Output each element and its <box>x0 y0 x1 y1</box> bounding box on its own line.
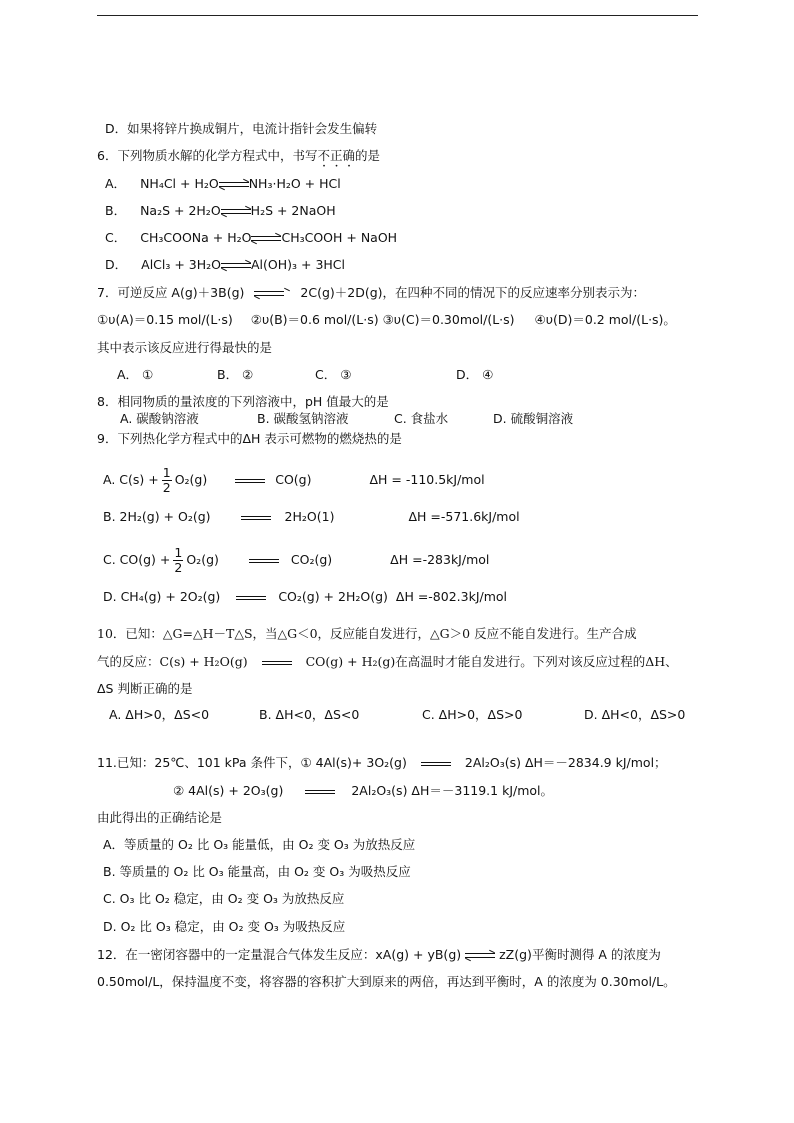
fraction-denominator: 2 <box>162 480 171 495</box>
q9-d-right: CO₂(g) + 2H₂O(g) <box>278 589 388 604</box>
equals-sign-icon <box>262 661 292 665</box>
q9-c-right: CO₂(g) <box>290 552 333 567</box>
q7-option-b: B． ② <box>217 367 254 382</box>
q6-c-right: CH₃COOH + NaOH <box>281 230 398 245</box>
q10-line2-b: CO(g) + H₂(g)在高温时才能自发进行。下列对该反应过程的ΔH、 <box>305 654 678 669</box>
q9-b-dh: ΔH =-571.6kJ/mol <box>408 509 520 524</box>
q7-stem-b: 2C(g)＋2D(g)，在四种不同的情况下的反应速率分别表示为： <box>300 285 646 300</box>
q9-option-a <box>103 466 485 495</box>
reversible-arrow-icon <box>251 235 281 243</box>
q12-line1 <box>97 946 661 964</box>
reversible-arrow-icon <box>465 952 495 960</box>
q8-option-b: B. 碳酸氢钠溶液 <box>257 411 349 426</box>
q6-b-label: B． <box>105 203 127 218</box>
q9-d-dh: ΔH =-802.3kJ/mol <box>395 589 508 604</box>
q10-line2 <box>97 653 678 671</box>
q6-b-right: H₂S + 2NaOH <box>250 203 336 218</box>
fraction-half <box>162 466 172 495</box>
q6-a-left: NH₄Cl + H₂O <box>140 176 219 191</box>
q10-option-b: B. ΔH<0，ΔS<0 <box>259 707 360 722</box>
q7-option-c: C． ③ <box>315 367 352 382</box>
q6-d-label: D． <box>105 257 128 272</box>
q12-line2: 0.50mol/L，保持温度不变，将容器的容积扩大到原来的两倍，再达到平衡时，A 的浓度为 0.30mol/L。 <box>97 974 676 989</box>
q8-option-d: D. 硫酸铜溶液 <box>493 411 574 426</box>
q5-option-d: D．如果将锌片换成铜片，电流计指针会发生偏转 <box>105 121 378 136</box>
q7-rate-d: ④υ(D)＝0.2 mol/(L·s)。 <box>534 312 676 327</box>
q10-option-a: A. ΔH>0，ΔS<0 <box>109 707 210 722</box>
q9-b-right: 2H₂O(1) <box>284 509 335 524</box>
q11-option-d: D. O₂ 比 O₃ 稳定，由 O₂ 变 O₃ 为吸热反应 <box>103 919 346 934</box>
equals-sign-icon <box>249 559 279 563</box>
q9-c-o2: O₂(g) <box>186 552 219 567</box>
q9-d-left: D. CH₄(g) + 2O₂(g) <box>103 589 221 604</box>
q6-option-b <box>105 202 336 220</box>
q7-stem-a: 7．可逆反应 A(g)＋3B(g) <box>97 285 245 300</box>
q11-line2-b: 2Al₂O₃(s) ΔH＝－3119.1 kJ/mol。 <box>351 783 554 798</box>
q6-stem-b: 的是 <box>354 148 380 163</box>
q7-option-d: D． ④ <box>456 367 494 382</box>
q6-option-d <box>105 256 345 274</box>
q6-option-c <box>105 229 397 247</box>
q12-line1-b: zZ(g)平衡时测得 A 的浓度为 <box>499 947 661 962</box>
q7-rate-a: ①υ(A)＝0.15 mol/(L·s) <box>97 312 233 327</box>
q6-option-a <box>105 175 341 193</box>
q9-option-b <box>103 508 520 526</box>
q12-line1-a: 12．在一密闭容器中的一定量混合气体发生反应：xA(g) + yB(g) <box>97 947 462 962</box>
q6-c-left: CH₃COONa + H₂O <box>140 230 252 245</box>
q9-a-dh: ΔH = -110.5kJ/mol <box>369 472 485 487</box>
q11-ask: 由此得出的正确结论是 <box>97 810 223 825</box>
q7-stem <box>97 284 645 302</box>
q8-option-a: A. 碳酸钠溶液 <box>120 411 199 426</box>
q7-rate-bc: ②υ(B)＝0.6 mol/(L·s) ③υ(C)＝0.30mol/(L·s) <box>250 312 515 327</box>
equals-sign-icon <box>421 762 451 766</box>
q10-line2-a: 气的反应：C(s) + H₂O(g) <box>97 654 248 669</box>
q6-d-left: AlCl₃ + 3H₂O <box>141 257 221 272</box>
q9-option-d <box>103 588 507 606</box>
q11-line1-b: 2Al₂O₃(s) ΔH＝－2834.9 kJ/mol； <box>464 755 667 770</box>
q11-line2 <box>173 782 553 800</box>
q10-line3: ΔS 判断正确的是 <box>97 681 193 696</box>
q9-b-left: B. 2H₂(g) + O₂(g) <box>103 509 211 524</box>
q7-option-a: A． ① <box>117 367 154 382</box>
q8-stem: 8．相同物质的量浓度的下列溶液中，pH 值最大的是 <box>97 394 389 409</box>
header-rule <box>97 15 698 16</box>
equals-sign-icon <box>241 516 271 520</box>
q8-option-c: C. 食盐水 <box>394 411 449 426</box>
q11-line1 <box>97 754 667 772</box>
q7-ask: 其中表示该反应进行得最快的是 <box>97 340 273 355</box>
equals-sign-icon <box>236 596 266 600</box>
q9-option-c <box>103 546 489 575</box>
q11-option-b: B. 等质量的 O₂ 比 O₃ 能量高，由 O₂ 变 O₃ 为吸热反应 <box>103 864 411 879</box>
q11-line2-a: ② 4Al(s) + 2O₃(g) <box>173 783 284 798</box>
q6-d-right: Al(OH)₃ + 3HCl <box>251 257 346 272</box>
q6-b-left: Na₂S + 2H₂O <box>140 203 221 218</box>
reversible-arrow-icon <box>221 208 251 216</box>
equals-sign-icon <box>235 479 265 483</box>
q10-line1: 10．已知：△G=△H－T△S，当△G＜0，反应能自发进行，△G＞0 反应不能自发进行。生产合成 <box>97 626 637 641</box>
fraction-numerator: 1 <box>162 465 171 480</box>
q11-line1-a: 11.已知：25℃、101 kPa 条件下，① 4Al(s)+ 3O₂(g) <box>97 755 407 770</box>
fraction-numerator: 1 <box>174 545 183 560</box>
q9-a-right: CO(g) <box>275 472 312 487</box>
q7-rates <box>97 311 676 329</box>
reversible-arrow-icon <box>254 290 290 298</box>
q9-a-left: A. C(s) + <box>103 472 159 487</box>
q6-c-label: C． <box>105 230 127 245</box>
reversible-arrow-icon <box>219 181 249 189</box>
q6-stem-emphasis: 不正确 <box>317 148 355 163</box>
q11-option-c: C. O₃ 比 O₂ 稳定，由 O₂ 变 O₃ 为放热反应 <box>103 891 345 906</box>
q10-option-d: D. ΔH<0，ΔS>0 <box>584 707 686 722</box>
q9-stem: 9．下列热化学方程式中的ΔH 表示可燃物的燃烧热的是 <box>97 431 402 446</box>
reversible-arrow-icon <box>221 262 251 270</box>
fraction-denominator: 2 <box>174 560 183 575</box>
q9-c-dh: ΔH =-283kJ/mol <box>390 552 490 567</box>
fraction-half <box>173 546 183 575</box>
q6-a-right: NH₃·H₂O + HCl <box>248 176 341 191</box>
equals-sign-icon <box>305 790 335 794</box>
q6-stem-a: 6．下列物质水解的化学方程式中，书写 <box>97 148 318 163</box>
q6-stem <box>97 147 380 170</box>
q9-c-left: C. CO(g) + <box>103 552 171 567</box>
q10-option-c: C. ΔH>0，ΔS>0 <box>422 707 523 722</box>
q6-a-label: A． <box>105 176 127 191</box>
q11-option-a: A．等质量的 O₂ 比 O₃ 能量低，由 O₂ 变 O₃ 为放热反应 <box>103 837 416 852</box>
q9-a-o2: O₂(g) <box>174 472 208 487</box>
